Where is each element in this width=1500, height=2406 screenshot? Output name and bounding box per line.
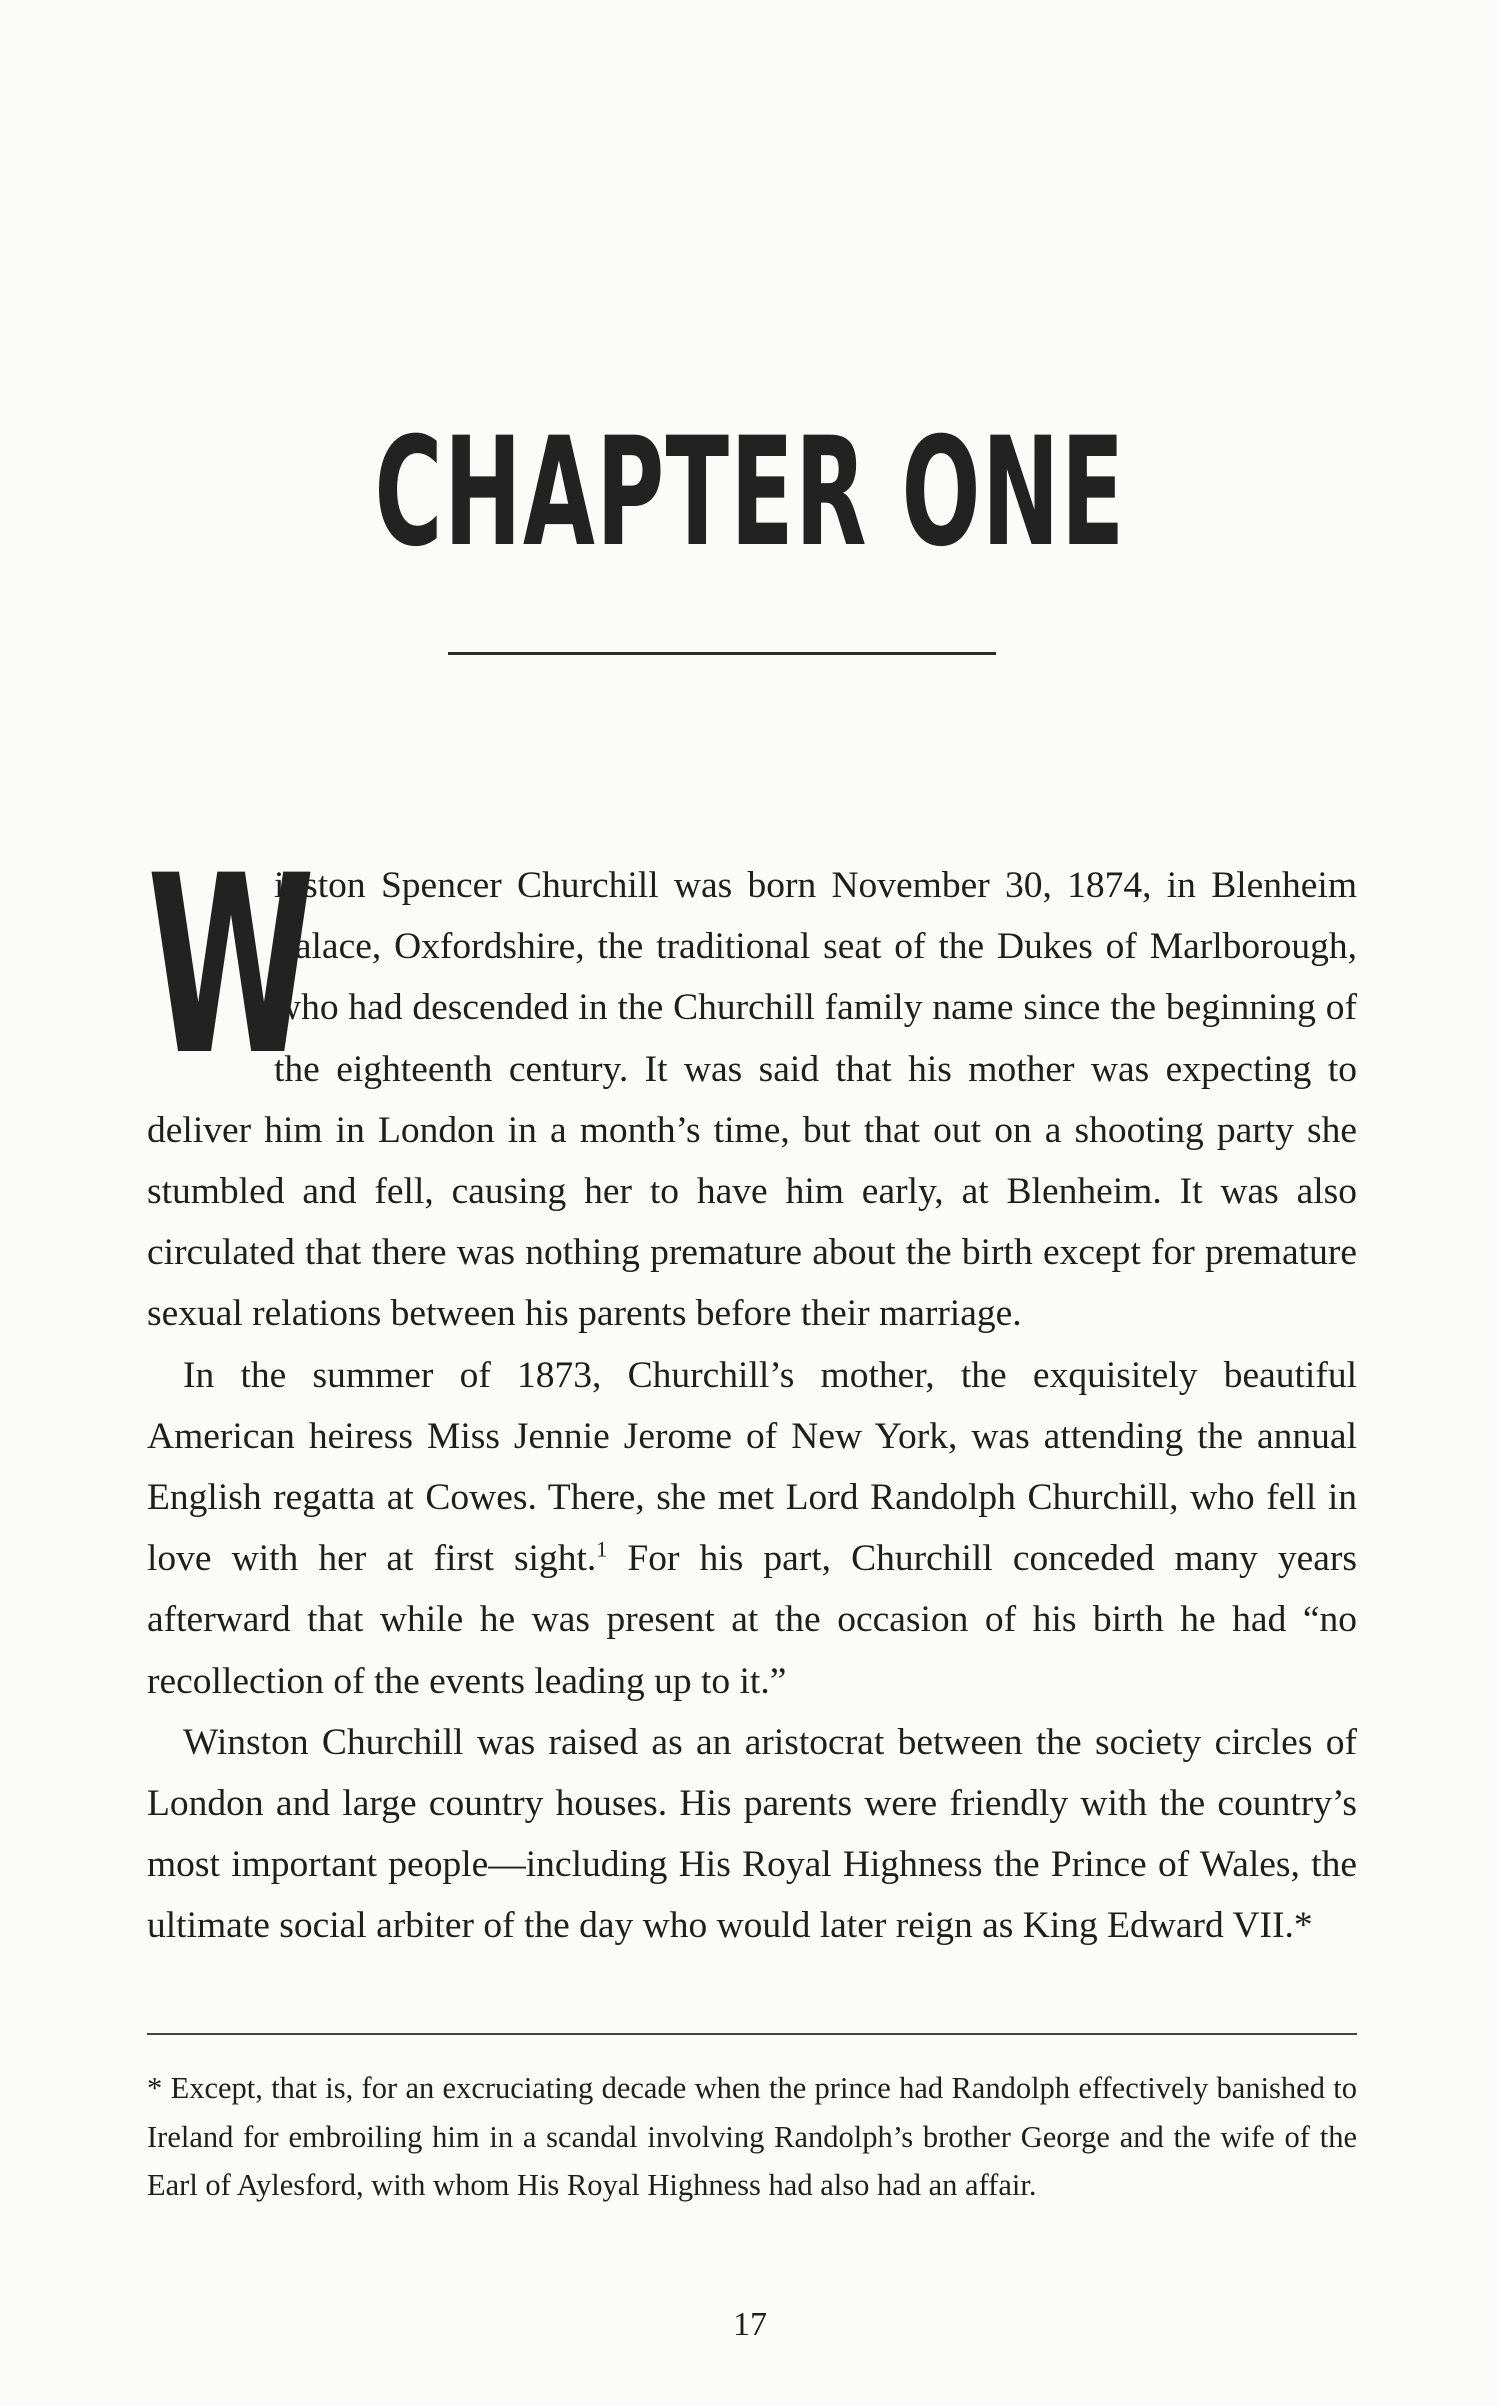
body-text [147, 824, 1358, 1957]
paragraph-2-text-b: For his part, Churchill conceded many years afterward that while he was present at the occasion of his birth he had “no recollection of the events leading up to it.” [147, 1538, 1358, 1702]
chapter-title: CHAPTER ONE [374, 406, 1126, 580]
footnote-rule [147, 2033, 1357, 2035]
paragraph-1 [147, 824, 1357, 1345]
footnote-reference: 1 [596, 1536, 608, 1562]
paragraph-2 [147, 1345, 1357, 1712]
title-rule [448, 652, 996, 655]
drop-cap: W [147, 824, 316, 1110]
footnote: * Except, that is, for an excruciating decade when the prince had Randolph effectively banished to Ireland for embroiling him in a scandal involving Randolph’s brother George and the wife of the Earl of Aylesford, with whom His Royal Highness had also had an affair. [147, 2071, 1357, 2202]
paragraph-3: Winston Churchill was raised as an aristocrat between the society circles of London and large country houses. His parents were friendly with the country’s most important people—including His Royal Highness the Prince of Wales, the ultimate social arbiter of the day who would later reign as King Edward VII.* [147, 1721, 1357, 1947]
paragraph-2-text-a: In the summer of 1873, Churchill’s mother, the exquisitely beautiful American heiress Miss Jennie Jerome of New York, was attending the annual English regatta at Cowes. There, she met Lord Randolph Churchill, who fell in love with her at first sight. [147, 1354, 1357, 1580]
paragraph-1-text: inston Spencer Churchill was born November 30, 1874, in Blenheim Palace, Oxfordshire, the traditional seat of the Dukes of Marlborough, who had descended in the Churchill family name since the beginning of the eighteenth century. It was said that his mother was expecting to deliver him in London in a month’s time, but that out on a shooting party she stumbled and fell, causing her to have him early, at Blenheim. It was also circulated that there was nothing premature about the birth except for premature sexual relations between his parents before their marriage. [147, 865, 1357, 1335]
page-number: 17 [733, 2306, 767, 2343]
